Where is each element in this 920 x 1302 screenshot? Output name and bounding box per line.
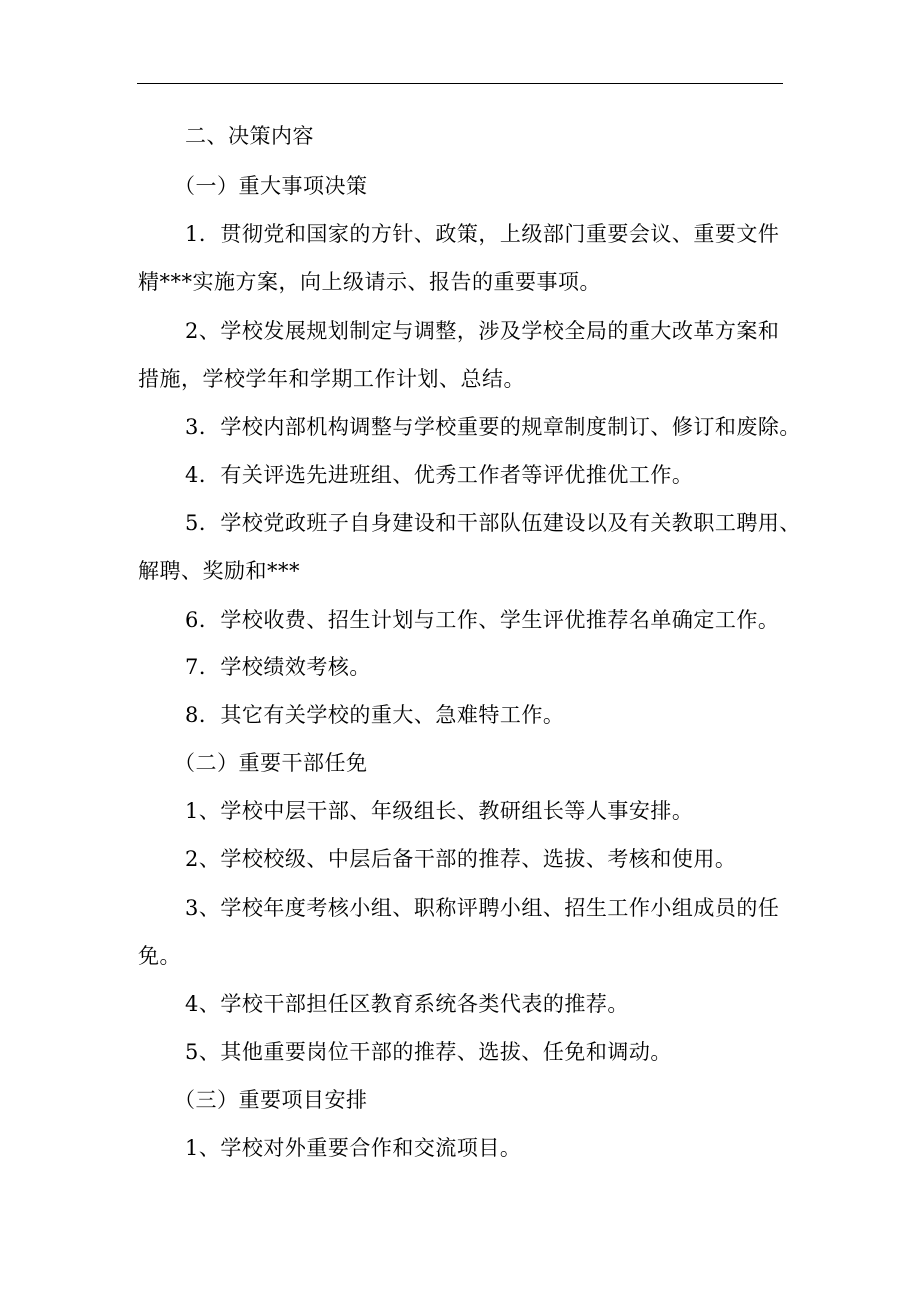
item-1-8: 8．其它有关学校的重大、急难特工作。 <box>185 703 565 727</box>
item-2-3-line1: 3、学校年度考核小组、职称评聘小组、招生工作小组成员的任 <box>185 896 780 920</box>
item-1-1-line1: 1．贯彻党和国家的方针、政策，上级部门重要会议、重要文件 <box>185 222 780 246</box>
item-2-4: 4、学校干部担任区教育系统各类代表的推荐。 <box>185 992 629 1016</box>
section-heading: 二、决策内容 <box>185 124 314 148</box>
subsection-heading-3: （三）重要项目安排 <box>174 1088 368 1112</box>
header-rule <box>137 83 783 84</box>
item-3-1: 1、学校对外重要合作和交流项目。 <box>185 1136 522 1160</box>
item-1-2-line1: 2、学校发展规划制定与调整，涉及学校全局的重大改革方案和 <box>185 319 780 343</box>
item-2-2: 2、学校校级、中层后备干部的推荐、选拔、考核和使用。 <box>185 847 737 871</box>
item-1-5-line2: 解聘、奖励和*** <box>138 559 300 583</box>
subsection-heading-2: （二）重要干部任免 <box>174 751 368 775</box>
item-1-5-line1: 5．学校党政班子自身建设和干部队伍建设以及有关教职工聘用、 <box>185 511 801 535</box>
item-1-7: 7．学校绩效考核。 <box>185 655 371 679</box>
item-1-3: 3．学校内部机构调整与学校重要的规章制度制订、修订和废除。 <box>185 415 801 439</box>
item-1-4: 4．有关评选先进班组、优秀工作者等评优推优工作。 <box>185 463 694 487</box>
item-2-3-line2: 免。 <box>138 944 181 968</box>
subsection-heading-1: （一）重大事项决策 <box>174 174 368 198</box>
item-2-1: 1、学校中层干部、年级组长、教研组长等人事安排。 <box>185 799 694 823</box>
item-1-2-line2: 措施，学校学年和学期工作计划、总结。 <box>138 367 525 391</box>
item-1-1-line2: 精***实施方案，向上级请示、报告的重要事项。 <box>138 270 601 294</box>
item-2-5: 5、其他重要岗位干部的推荐、选拔、任免和调动。 <box>185 1040 672 1064</box>
item-1-6: 6．学校收费、招生计划与工作、学生评优推荐名单确定工作。 <box>185 608 780 632</box>
